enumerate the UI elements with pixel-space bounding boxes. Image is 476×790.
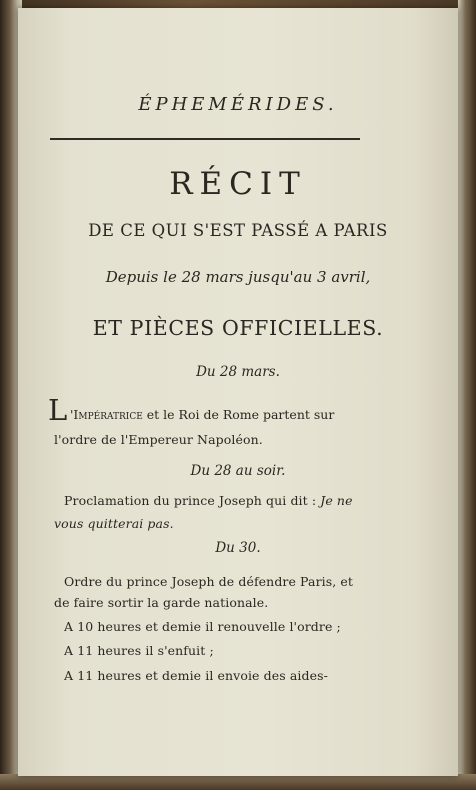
paragraph-text: et le Roi de Rome partent sur (142, 407, 335, 422)
paragraph-line (70, 407, 334, 422)
smallcaps-word: 'Impératrice (70, 407, 143, 422)
paragraph-line: A 11 heures et demie il envoie des aides- (64, 668, 328, 683)
paragraph-line (64, 493, 353, 508)
paragraph-line: l'ordre de l'Empereur Napoléon. (54, 432, 263, 447)
section-heading-30: Du 30. (215, 540, 261, 556)
paragraph-line: A 10 heures et demie il renouvelle l'ordre ; (64, 619, 341, 634)
paragraph-line: A 11 heures il s'enfuit ; (64, 643, 214, 658)
page-subtitle: DE CE QUI S'EST PASSÉ A PARIS (88, 221, 388, 240)
paragraph-text: Proclamation du prince Joseph qui dit : (64, 493, 321, 508)
title-rule (50, 138, 360, 140)
book-bottom-edge (0, 774, 476, 790)
paragraph-line: de faire sortir la garde nationale. (54, 595, 269, 610)
italic-quote: Je ne (320, 493, 353, 508)
date-range-line: Depuis le 28 mars jusqu'au 3 avril, (105, 268, 371, 286)
book-binding-right (458, 0, 476, 790)
drop-cap: L (48, 393, 68, 427)
book-page (18, 8, 458, 776)
italic-quote: vous quitterai pas. (54, 516, 174, 531)
running-title: ÉPHEMÉRIDES. (138, 94, 338, 115)
page-title: RÉCIT (169, 166, 307, 202)
section-heading-28-mars: Du 28 mars. (196, 364, 280, 380)
official-documents-line: ET PIÈCES OFFICIELLES. (92, 316, 384, 340)
section-heading-28-soir: Du 28 au soir. (190, 463, 286, 479)
paragraph-line: Ordre du prince Joseph de défendre Paris, et (64, 574, 354, 589)
